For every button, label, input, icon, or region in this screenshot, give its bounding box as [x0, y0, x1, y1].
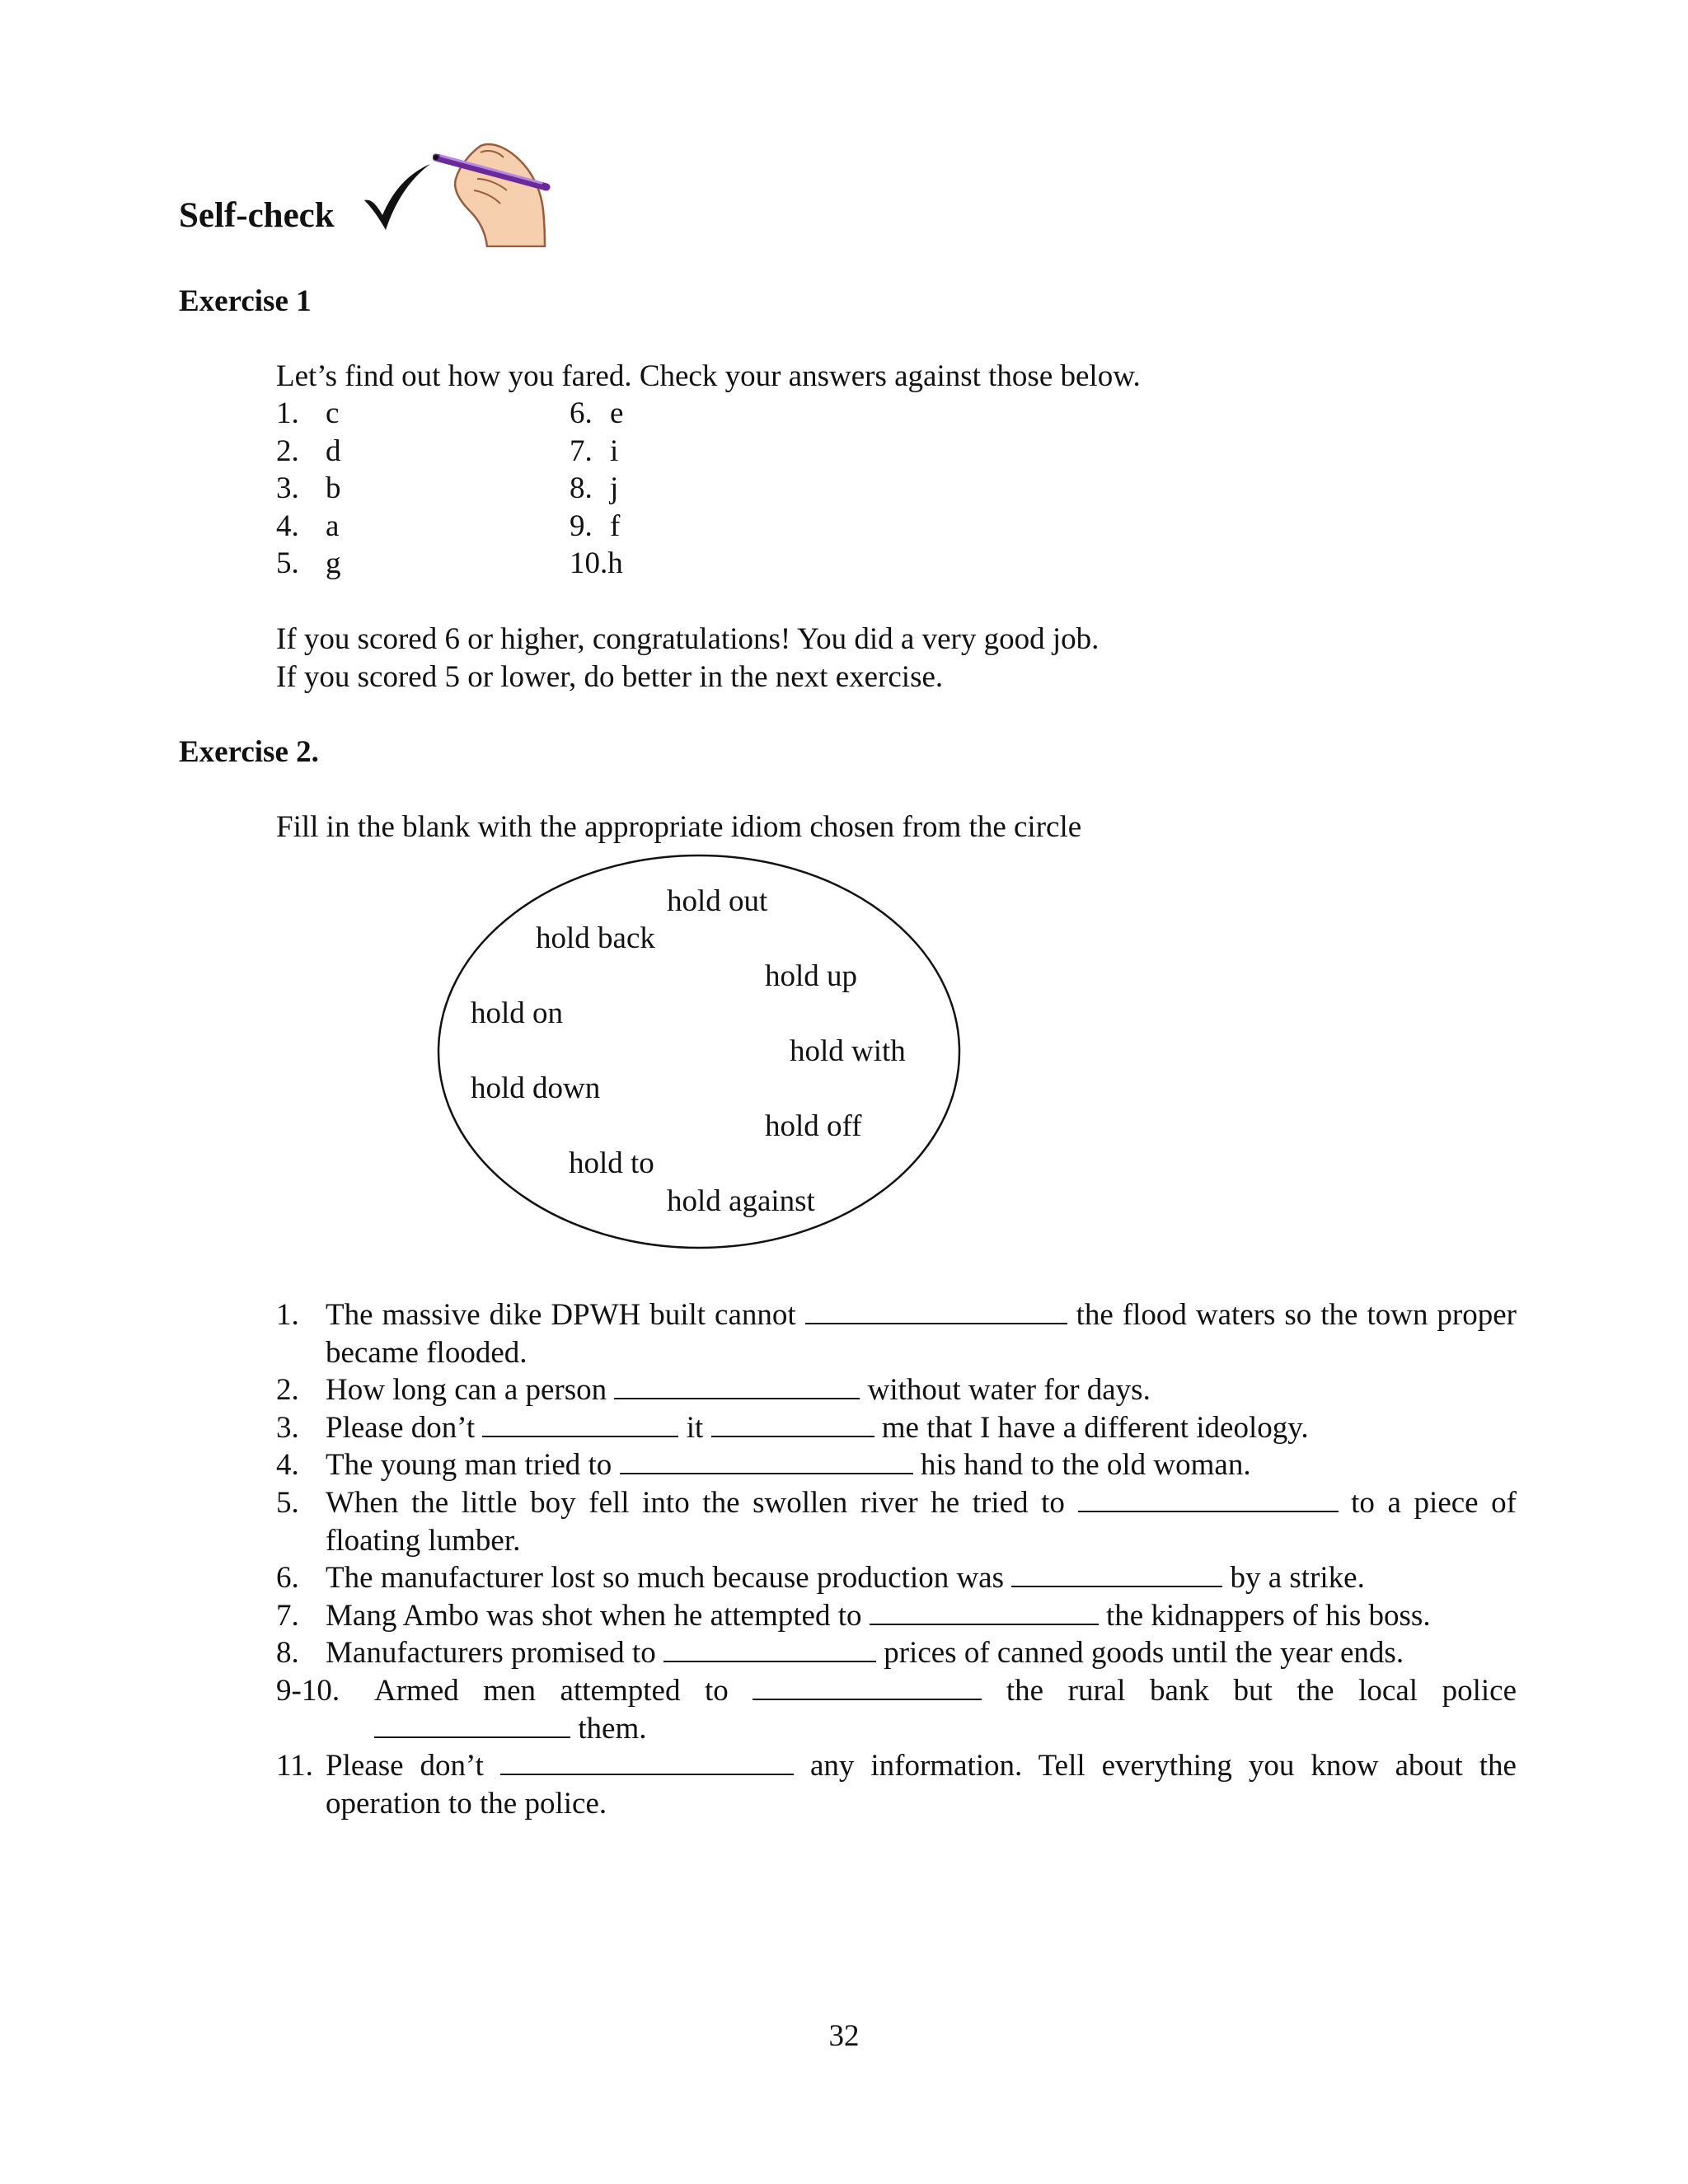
- answer-number: 1.: [276, 396, 299, 430]
- answer-number: 7.: [570, 434, 593, 468]
- question-number: 2.: [276, 1373, 299, 1408]
- question-number: 4.: [276, 1448, 299, 1483]
- page-number: 32: [828, 2019, 860, 2053]
- self-check-heading: Self-check: [179, 196, 335, 235]
- answer-key: [276, 398, 853, 586]
- answer-number: 8.: [570, 471, 593, 506]
- answer-number: 3.: [276, 471, 299, 506]
- answer-blank[interactable]: [620, 1448, 913, 1474]
- answer-blank[interactable]: [482, 1411, 678, 1437]
- hand-holding-pen-icon: [433, 136, 552, 247]
- answer-blank[interactable]: [663, 1636, 876, 1662]
- idiom-option: hold back: [536, 921, 655, 955]
- answer-letter: d: [326, 434, 341, 468]
- exercise-1-intro: Let’s find out how you fared. Check your answers against those below.: [276, 359, 1141, 393]
- question-number: 1.: [276, 1298, 299, 1332]
- question-text: Please don’t: [326, 1749, 500, 1783]
- answer-letter: a: [326, 509, 340, 543]
- answer-letter: e: [610, 396, 624, 430]
- idiom-option: hold against: [667, 1184, 815, 1218]
- answer-blank[interactable]: [753, 1674, 982, 1700]
- idiom-option: hold out: [667, 884, 768, 918]
- question-item: [276, 1371, 1517, 1409]
- answer-blank[interactable]: [870, 1599, 1099, 1625]
- idiom-circle: [435, 852, 963, 1251]
- answer-number: 5.: [276, 546, 299, 581]
- question-number: 8.: [276, 1636, 299, 1671]
- question-text: the rural bank but the local police: [982, 1673, 1517, 1708]
- answer-row: [276, 436, 853, 474]
- answer-row: [276, 398, 853, 436]
- question-text: his hand to the old woman.: [912, 1448, 1251, 1483]
- answer-blank[interactable]: [1011, 1561, 1222, 1587]
- answer-blank[interactable]: [614, 1373, 860, 1399]
- question-text: The young man tried to: [326, 1448, 620, 1483]
- question-text: to a piece of floating lumber.: [326, 1485, 1517, 1558]
- question-text: Please don’t: [326, 1410, 483, 1445]
- question-text: Mang Ambo was shot when he attempted to: [326, 1598, 870, 1633]
- question-text: How long can a person: [326, 1373, 615, 1408]
- question-item: [276, 1409, 1517, 1447]
- answer-letter: c: [326, 396, 340, 430]
- idiom-option: hold on: [471, 996, 564, 1030]
- answer-number: 9.: [570, 509, 593, 543]
- exercise-1-title: Exercise 1: [179, 284, 312, 318]
- question-text: prices of canned goods until the year ends.: [875, 1636, 1404, 1671]
- checkmark-icon: [359, 161, 434, 235]
- question-number: 3.: [276, 1410, 299, 1445]
- answer-letter: j: [610, 471, 619, 506]
- question-text: them.: [570, 1711, 647, 1746]
- answer-letter: g: [326, 546, 341, 581]
- question-text: Manufacturers promised to: [326, 1636, 663, 1671]
- question-number: 5.: [276, 1485, 299, 1520]
- exercise-2-instruction: Fill in the blank with the appropriate idiom chosen from the circle: [276, 810, 1082, 844]
- question-number: 11.: [276, 1749, 313, 1783]
- answer-number: 2.: [276, 434, 299, 468]
- answer-letter: i: [610, 434, 619, 468]
- question-item: [276, 1484, 1517, 1559]
- question-text: the kidnappers of his boss.: [1098, 1598, 1431, 1633]
- exercise-2-title: Exercise 2.: [179, 735, 319, 769]
- question-text: by a strike.: [1222, 1561, 1365, 1596]
- question-number: 6.: [276, 1561, 299, 1596]
- answer-row: [276, 511, 853, 549]
- feedback-low: If you scored 5 or lower, do better in the next exercise.: [276, 660, 944, 694]
- answer-blank[interactable]: [1078, 1486, 1339, 1512]
- answer-letter: f: [610, 509, 621, 543]
- answer-blank[interactable]: [500, 1749, 794, 1775]
- question-item: [276, 1672, 1517, 1747]
- answer-row: [276, 548, 853, 586]
- answer-blank[interactable]: [711, 1411, 874, 1437]
- question-item: [276, 1747, 1517, 1822]
- answer-row: [276, 473, 853, 511]
- answer-number: 10.h: [570, 546, 623, 581]
- question-item: [276, 1634, 1517, 1672]
- idiom-option: hold off: [765, 1109, 862, 1143]
- feedback-high: If you scored 6 or higher, congratulations! You did a very good job.: [276, 622, 1100, 656]
- question-list: [276, 1296, 1517, 1822]
- question-text: any information. Tell everything you know about the operation to the police.: [326, 1749, 1517, 1821]
- question-item: [276, 1296, 1517, 1371]
- question-text: me that I have a different ideology.: [874, 1410, 1309, 1445]
- question-text: without water for days.: [860, 1373, 1151, 1408]
- question-text: Armed men attempted to: [374, 1673, 753, 1708]
- question-text: The manufacturer lost so much because production was: [326, 1561, 1012, 1596]
- idiom-option: hold with: [790, 1034, 906, 1068]
- question-item: [276, 1559, 1517, 1597]
- answer-number: 6.: [570, 396, 593, 430]
- question-item: [276, 1446, 1517, 1484]
- answer-letter: b: [326, 471, 341, 506]
- question-text: the flood waters so the town proper became flooded.: [326, 1298, 1517, 1370]
- answer-blank[interactable]: [374, 1712, 570, 1738]
- idiom-option: hold to: [569, 1146, 654, 1180]
- answer-number: 4.: [276, 509, 299, 543]
- question-text: it: [678, 1410, 711, 1445]
- question-text: When the little boy fell into the swollen river he tried to: [326, 1485, 1078, 1520]
- question-number: 7.: [276, 1598, 299, 1633]
- question-number: 9-10.: [276, 1673, 340, 1708]
- idiom-option: hold up: [765, 959, 858, 993]
- question-text: The massive dike DPWH built cannot: [326, 1298, 805, 1332]
- question-item: [276, 1597, 1517, 1635]
- idiom-option: hold down: [471, 1071, 601, 1105]
- answer-blank[interactable]: [805, 1298, 1067, 1324]
